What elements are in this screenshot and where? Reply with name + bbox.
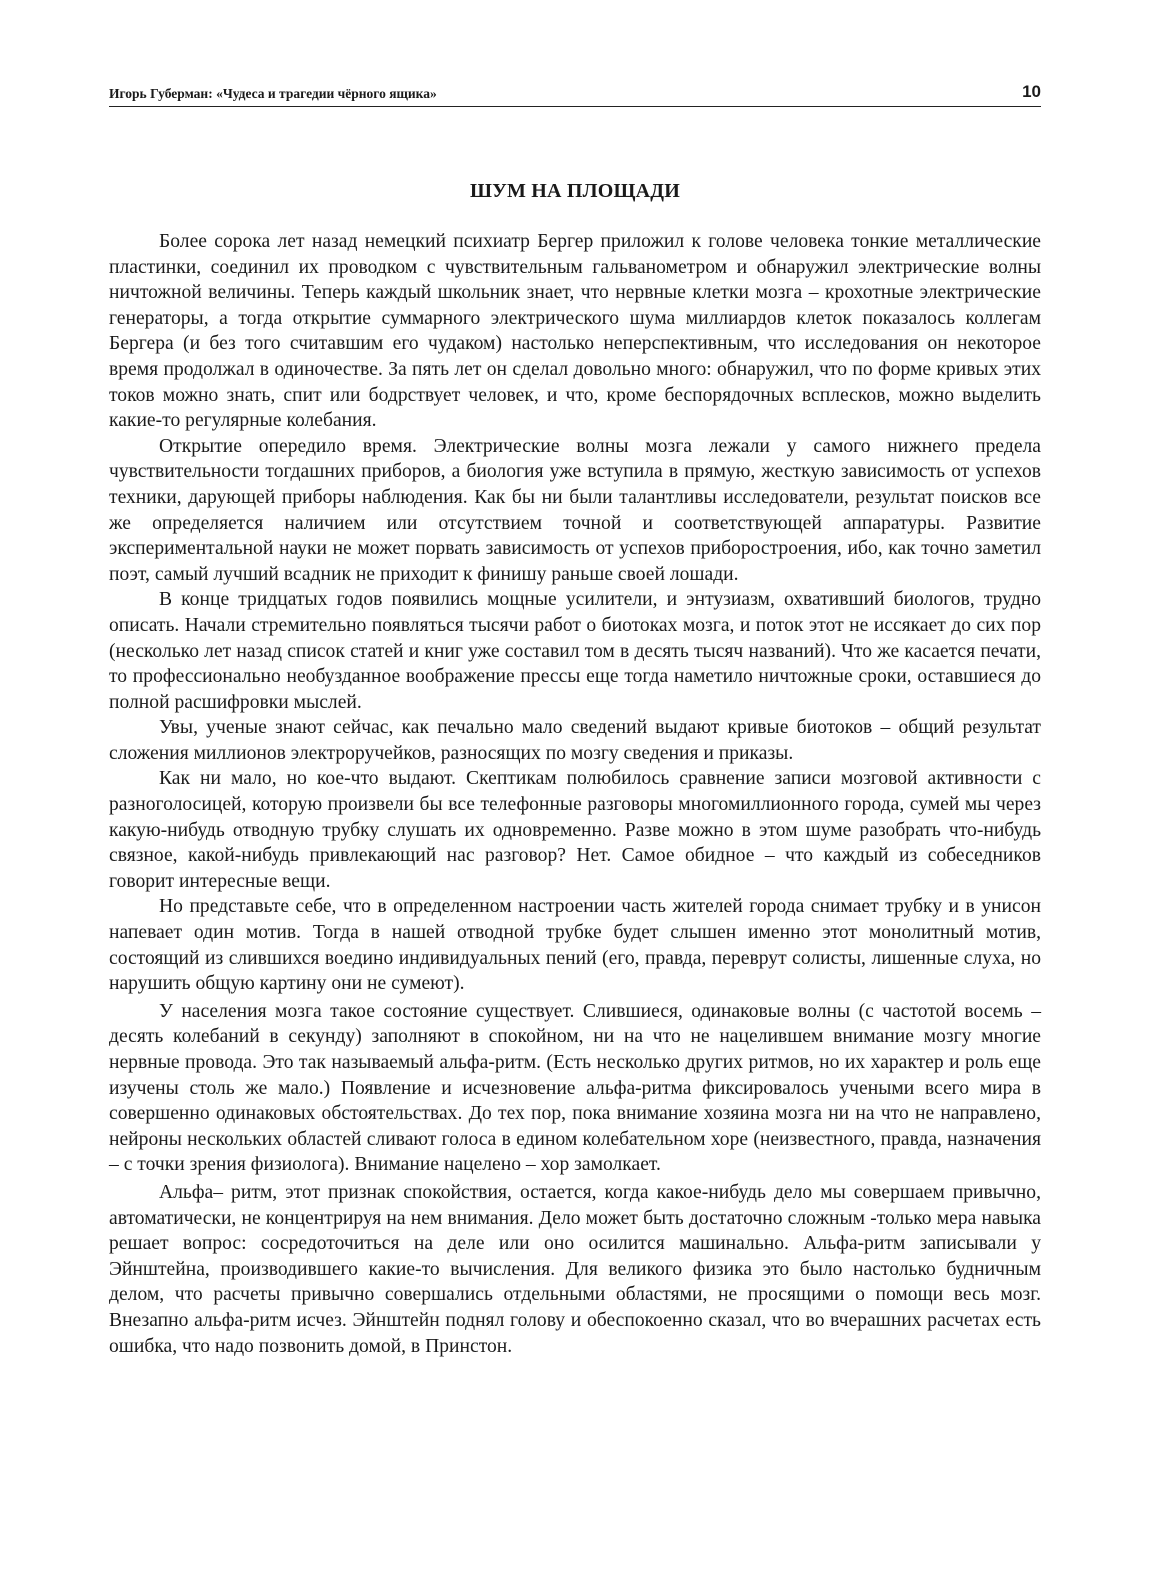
paragraph: Более сорока лет назад немецкий психиатр Бергер приложил к голове человека тонкие металлические пластинки, соединил их проводком с чувствительным гальванометром и обнаружил электрические волны ничтожной величины. Теперь каждый школьник знает, что нервные клетки мозга – крохотные электрические генераторы, а тогда открытие суммарного электрического шума миллиардов клеток показалось коллегам Бергера (и без того считавшим его чудаком) настолько неперспективным, что исследования он некоторое время продолжал в одиночестве. За пять лет он сделал довольно много: обнаружил, что по форме кривых этих токов можно знать, спит или бодрствует человек, и что, кроме беспорядочных всплесков, можно выделить какие-то регулярные колебания.	[109, 231, 1041, 432]
paragraph: Увы, ученые знают сейчас, как печально мало сведений выдают кривые биотоков – общий результат сложения миллионов электроручейков, разносящих по мозгу сведения и приказы.	[109, 717, 1041, 764]
page-number: 10	[1022, 82, 1041, 101]
running-header-title: Игорь Губерман: «Чудеса и трагедии чёрного ящика»	[109, 86, 437, 101]
body-text	[109, 229, 1041, 1359]
paragraph: В конце тридцатых годов появились мощные усилители, и энтузиазм, охвативший биологов, трудно описать. Начали стремительно появляться тысячи работ о биотоках мозга, и поток этот не иссякает до сих пор (несколько лет назад список статей и книг уже составил том в десять тысяч названий). Что же касается печати, то профессионально необузданное воображение прессы еще тогда наметило ничтожные сроки, оставшиеся до полной расшифровки мыслей.	[109, 589, 1041, 713]
paragraph: Как ни мало, но кое-что выдают. Скептикам полюбилось сравнение записи мозговой активности с разноголосицей, которую произвели бы все телефонные разговоры многомиллионного города, сумей мы через какую-нибудь отводную трубку слушать их одновременно. Разве можно в этом шуме разобрать что-нибудь связное, какой-нибудь привлекающий нас разговор? Нет. Самое обидное – что каждый из собеседников говорит интересные вещи.	[109, 768, 1041, 892]
running-header	[109, 82, 1041, 107]
paragraph: Но представьте себе, что в определенном настроении часть жителей города снимает трубку и в унисон напевает один мотив. Тогда в нашей отводной трубке будет слышен именно этот монолитный мотив, состоящий из слившихся воедино индивидуальных пений (его, правда, переврут солисты, лишенные слуха, но нарушить общую картину они не сумеют).	[109, 896, 1041, 995]
chapter-title: ШУМ НА ПЛОЩАДИ	[469, 180, 681, 202]
paragraph: Альфа– ритм, этот признак спокойствия, остается, когда какое-нибудь дело мы совершаем привычно, автоматически, не концентрируя на нем внимания. Дело может быть достаточно сложным -только мера навыка решает вопрос: сосредоточиться на деле или оно осилится машинально. Альфа-ритм записывали у Эйнштейна, производившего какие-то вычисления. Для великого физика это было настолько будничным делом, что расчеты привычно совершались отдельными областями, не просящими о помощи весь мозг. Внезапно альфа-ритм исчез. Эйнштейн поднял голову и обеспокоенно сказал, что во вчерашних расчетах есть ошибка, что надо позвонить домой, в Принстон.	[109, 1181, 1041, 1357]
paragraph: Открытие опередило время. Электрические волны мозга лежали у самого нижнего предела чувствительности тогдашних приборов, а биология уже вступила в прямую, жесткую зависимость от успехов техники, дарующей приборы наблюдения. Как бы ни были талантливы исследователи, результат поисков все же определяется наличием или отсутствием точной и соответствующей аппаратуры. Развитие экспериментальной науки не может порвать зависимость от успехов приборостроения, ибо, как точно заметил поэт, самый лучший всадник не приходит к финишу раньше своей лошади.	[109, 435, 1041, 585]
paragraph: У населения мозга такое состояние существует. Слившиеся, одинаковые волны (с частотой восемь – десять колебаний в секунду) заполняют в спокойном, ни на что не нацелившем внимание мозгу многие нервные провода. Это так называемый альфа-ритм. (Есть несколько других ритмов, но их характер и роль еще изучены столь же мало.) Появление и исчезновение альфа-ритма фиксировалось учеными всего мира в совершенно одинаковых обстоятельствах. До тех пор, пока внимание хозяина мозга ни на что не направлено, нейроны нескольких областей сливают голоса в едином колебательном хоре (неизвестного, правда, назначения – с точки зрения физиолога). Внимание нацелено – хор замолкает.	[109, 1000, 1041, 1176]
